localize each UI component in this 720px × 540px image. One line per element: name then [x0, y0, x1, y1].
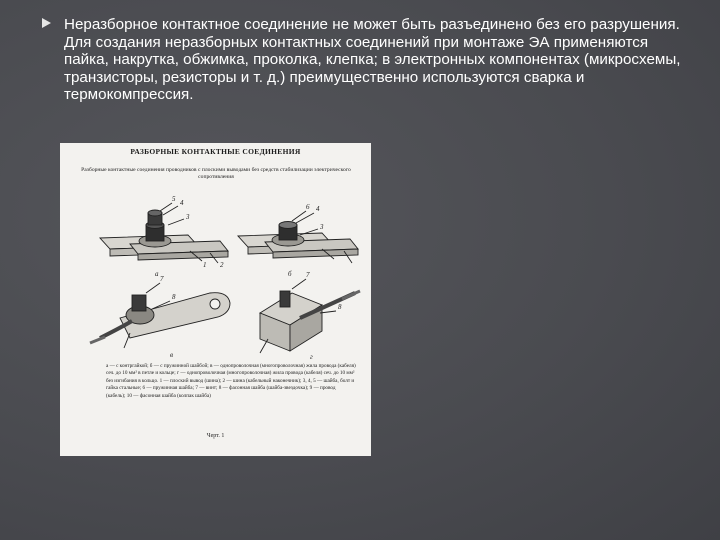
- figure-drawing: [60, 143, 371, 456]
- label-b: б: [288, 270, 292, 278]
- label-n4-a: 4: [180, 199, 184, 207]
- label-n5-a: 5: [172, 195, 176, 203]
- drawing-v: [90, 283, 230, 348]
- label-v: в: [170, 351, 174, 359]
- label-n3-a: 3: [186, 213, 190, 221]
- label-n7-g: 7: [306, 271, 310, 279]
- drawing-a: [100, 203, 228, 263]
- figure-title: РАЗБОРНЫЕ КОНТАКТНЫЕ СОЕДИНЕНИЯ: [130, 147, 301, 156]
- triangle-bullet-icon: [42, 18, 51, 28]
- drawing-b: [238, 211, 358, 263]
- figure-number: Черт. 1: [206, 433, 225, 439]
- figure-contact-connections: [60, 143, 371, 456]
- label-n1-a: 1: [203, 261, 207, 269]
- label-a: а: [155, 270, 159, 278]
- label-g: г: [310, 353, 313, 361]
- label-n2-a: 2: [220, 261, 224, 269]
- label-n3-b: 3: [320, 223, 324, 231]
- label-n4-b: 4: [316, 205, 320, 213]
- label-n8-g: 8: [338, 303, 342, 311]
- label-n8-v: 8: [172, 293, 176, 301]
- label-n7-v: 7: [160, 275, 164, 283]
- figure-caption: а — с контргайкой; б — с пружинной шайбой; в — однопроволочная (многопроволочная) жила провода (кабеля) сеч. до 10 мм² в петле и кольце; г — однопроволочная (многопроволочная) жила провода (кабеля) сеч. до 10 мм² без изгибания в кольцо. 1 — плоский вывод (шина); 2 — шина (кабельный наконечник); 3, 4, 5 — шайба, болт и гайка стальные; 6 — пружинная шайба; 7 — винт; 8 — фасонная шайба (шайба-звездочка); 9 — провод (кабель); 10 — фасонная шайба (колпак шайба): [106, 363, 356, 399]
- bullet-text: Неразборное контактное соединение не может быть разъединено без его разрушения. Для создания неразборных контактных соединений при монтаже ЭА применяются пайка, накрутка, обжимка, проколка, клепка; в электронных компонентах (микросхемы, транзисторы, резисторы и т. д.) преимущественно используются сварка и термокомпрессия.: [64, 16, 681, 104]
- drawing-g: [260, 279, 360, 353]
- figure-intro: Разборные контактные соединения проводников с плоскими выводами без средств стабилизации электрического сопротивления: [81, 167, 351, 180]
- label-n6-b: 6: [306, 203, 310, 211]
